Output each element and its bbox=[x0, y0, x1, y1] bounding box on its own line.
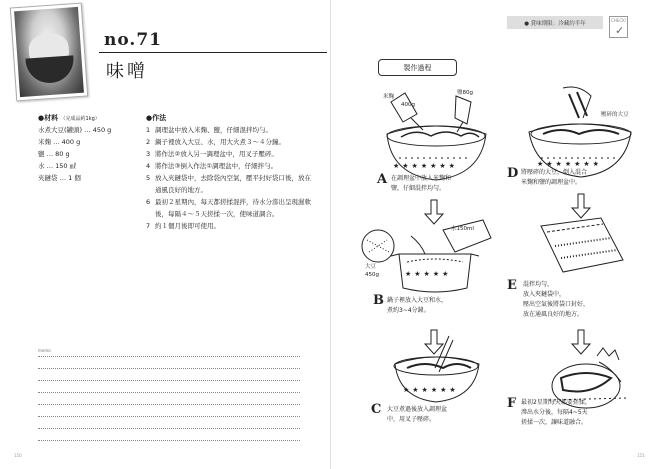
ingredients-yield-note: （完成品約1kg） bbox=[60, 116, 100, 122]
zip-bag-illustration bbox=[541, 218, 623, 272]
svg-text:★★★★★★: ★★★★★★ bbox=[403, 386, 459, 394]
photo-image bbox=[14, 7, 84, 97]
step-number: 1 bbox=[146, 126, 151, 134]
step-number: 7 bbox=[146, 222, 151, 230]
check-mark-icon: ✓ bbox=[615, 24, 625, 37]
method-step bbox=[146, 220, 316, 232]
step-text: 約１個月後即可使用。 bbox=[155, 222, 220, 230]
step-text: 將作法②放入另一調理盆中，用叉子壓碎。 bbox=[155, 150, 278, 158]
ingredients-heading-label: ●材料 bbox=[38, 114, 59, 122]
method-steps bbox=[146, 124, 316, 232]
process-banner: 製作過程 bbox=[378, 59, 457, 76]
check-label: CHECK! bbox=[611, 18, 627, 23]
ingredient-item: 鹽 … 80 g bbox=[38, 150, 70, 158]
step-number: 4 bbox=[146, 162, 151, 170]
method-heading: ●作法 bbox=[146, 114, 167, 122]
step-letter-e: E bbox=[507, 278, 517, 293]
step-number: 6 bbox=[146, 198, 151, 206]
step-text: 將作法③倒入作法①調理盆中，仔細拌勻。 bbox=[155, 162, 278, 170]
memo-line bbox=[38, 428, 300, 429]
svg-text:★★★★★★★: ★★★★★★★ bbox=[393, 162, 458, 170]
title-rule bbox=[99, 52, 327, 53]
arrow-down-icon bbox=[425, 330, 443, 354]
step-e-caption: 混拌均勻， 放入夾鏈袋中， 壓出空氣後將袋口封好， 放在通風良好的地方。 bbox=[523, 281, 590, 318]
step-number: 5 bbox=[146, 174, 151, 182]
step-text: 鍋子裡放入大豆、水，用大火煮３～４分鐘。 bbox=[155, 138, 285, 146]
svg-text:★★★★★: ★★★★★ bbox=[405, 270, 452, 278]
memo-line bbox=[38, 440, 300, 441]
label-crushed-soy: 壓碎的大豆 bbox=[601, 112, 629, 118]
step-letter-d: D bbox=[507, 166, 519, 181]
step-text: 放入夾鏈袋中，去除袋內空氣，壓平封好袋口後，放在通風良好的地方。 bbox=[155, 174, 311, 194]
recipe-number: no.71 bbox=[104, 30, 162, 50]
label-water: 水150ml bbox=[451, 226, 474, 232]
right-page bbox=[331, 0, 663, 469]
arrow-down-icon bbox=[572, 194, 590, 218]
method-step bbox=[146, 124, 316, 136]
memo-line bbox=[38, 404, 300, 405]
step-text: 調理盆中放入米麴、鹽，仔細混拌均勻。 bbox=[155, 126, 272, 134]
step-c-caption: 大豆煮過後放入調理盆 中，用叉子壓碎。 bbox=[387, 406, 448, 423]
method-step bbox=[146, 172, 316, 196]
ingredients-list bbox=[38, 124, 111, 184]
shelf-life-tape: ● 賞味期限：冷藏約半年 bbox=[507, 16, 603, 29]
label-soy-weight: 450g bbox=[365, 272, 379, 278]
label-rice-koji: 米麴 bbox=[383, 94, 395, 100]
method-step bbox=[146, 160, 316, 172]
memo-line bbox=[38, 356, 300, 357]
label-soybean: 大豆 bbox=[365, 264, 377, 270]
label-koji-weight: 400g bbox=[401, 102, 415, 108]
step-number: 2 bbox=[146, 138, 151, 146]
memo-line bbox=[38, 368, 300, 369]
photo-bowl bbox=[25, 55, 75, 84]
step-letter-c: C bbox=[371, 402, 382, 417]
step-letter-f: F bbox=[507, 396, 517, 411]
recipe-title: 味噌 bbox=[106, 61, 148, 82]
ingredients-heading bbox=[38, 113, 100, 123]
process-illustrations bbox=[331, 0, 663, 469]
step-letter-b: B bbox=[373, 293, 384, 308]
step-letter-a: A bbox=[377, 172, 388, 187]
left-page bbox=[0, 0, 331, 469]
ingredient-item: 水煮大豆(罐頭) … 450 g bbox=[38, 126, 112, 134]
step-text: 最初２星期內，每天都搓揉混拌，待水分滲出呈現濕軟後，每隔４～５天搓揉一次，使味道調合。 bbox=[155, 198, 311, 218]
step-a-caption: 在調理盆中放入米麴和 鹽，仔細混拌均勻。 bbox=[391, 175, 452, 192]
memo-line bbox=[38, 380, 300, 381]
step-b-caption: 鍋子裡放入大豆和水， 煮約3~4分鐘。 bbox=[387, 297, 448, 314]
page-number-left: 150 bbox=[14, 453, 22, 458]
ingredient-item: 夾鏈袋 … 1 個 bbox=[38, 174, 81, 182]
arrow-down-icon bbox=[425, 200, 443, 224]
method-step bbox=[146, 196, 316, 220]
step-number: 3 bbox=[146, 150, 151, 158]
miso-photo bbox=[10, 3, 88, 102]
ingredient-item: 水 … 150 ㎖ bbox=[38, 162, 77, 170]
method-step bbox=[146, 136, 316, 148]
memo-line bbox=[38, 416, 300, 417]
label-salt: 鹽80g bbox=[457, 90, 473, 96]
memo-area[interactable] bbox=[38, 346, 300, 450]
svg-text:★★★★★★★: ★★★★★★★ bbox=[537, 160, 602, 168]
page-number-right: 151 bbox=[637, 453, 645, 458]
step-d-caption: 將壓碎的大豆，倒入混合 米麴和鹽的調理盆中。 bbox=[521, 169, 588, 186]
arrow-down-icon bbox=[572, 330, 590, 354]
step-f-caption: 最初2星期每天都要搓揉， 滲出水分後，每隔4~5天 搓揉一次，讓味道融合。 bbox=[521, 399, 591, 426]
memo-label: memo bbox=[38, 348, 51, 353]
ingredient-item: 米麴 … 400 g bbox=[38, 138, 81, 146]
memo-line bbox=[38, 392, 300, 393]
method-step bbox=[146, 148, 316, 160]
